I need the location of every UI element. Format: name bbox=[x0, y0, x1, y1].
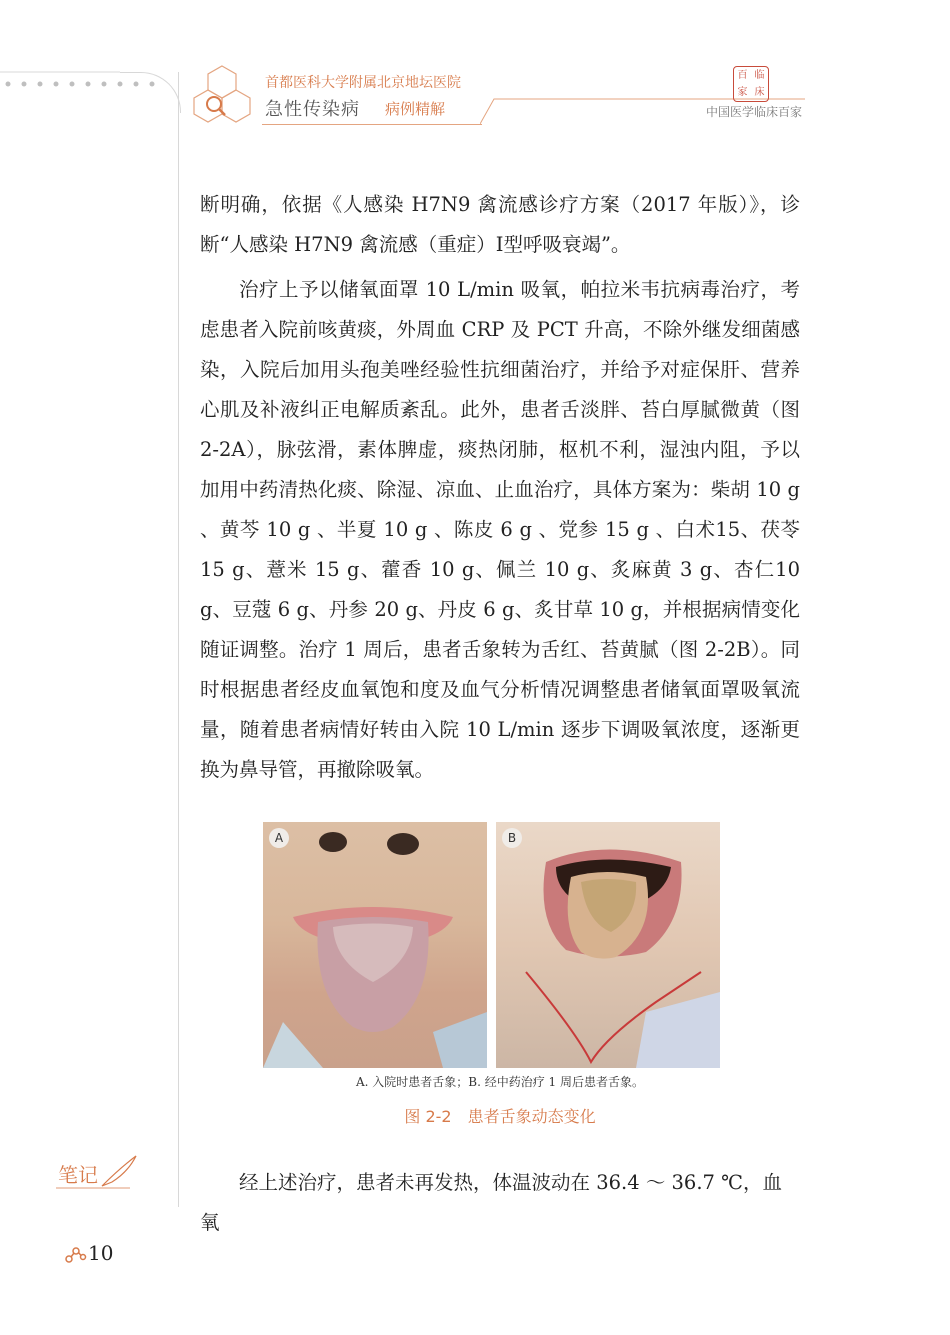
notes-quill-icon bbox=[50, 1150, 140, 1194]
header-book-subtitle: 病例精解 bbox=[385, 100, 446, 118]
header-hospital-name: 首都医科大学附属北京地坛医院 bbox=[265, 75, 461, 91]
notes-label: 笔记 bbox=[58, 1163, 98, 1187]
figure-title: 图 2-2 患者舌象动态变化 bbox=[404, 1107, 596, 1126]
tongue-photo-a bbox=[263, 822, 487, 1068]
series-seal-icon: 百 临 家 床 bbox=[733, 66, 769, 102]
margin-curve-decoration bbox=[120, 72, 181, 113]
paragraph: 治疗上予以储氧面罩 10 L/min 吸氧，帕拉米韦抗病毒治疗，考虑患者入院前咳黄痰，外周血 CRP 及 PCT 升高，不除外继发细菌感染，入院后加用头孢美唑经验性抗细菌治疗，并给予对症保肝、营养心肌及补液纠正电解质紊乱。此外，患者舌淡胖、苔白厚腻微黄（图 2-2A），脉弦滑，素体脾虚，痰热闭肺，枢机不利，湿浊内阻，予以加用中药清热化痰、除湿、凉血、止血治疗，具体方案为：柴胡 10 g 、黄芩 10 g 、半夏 10 g 、陈皮 6 g 、党参 15 g 、白术15、茯苓 15 g、薏米 15 g、藿香 10 g、佩兰 10 g、炙麻黄 3 g、杏仁10 g、豆蔻 6 g、丹参 20 g、丹皮 6 g、炙甘草 10 g，并根据病情变化随证调整。治疗 1 周后，患者舌象转为舌红、苔黄腻（图 2-2B）。同时根据患者经皮血氧饱和度及血气分析情况调整患者储氧面罩吸氧流量，随着患者病情好转由入院 10 L/min 逐步下调吸氧浓度，逐渐更换为鼻导管，再撤除吸氧。 bbox=[200, 278, 800, 781]
paragraph: 断明确，依据《人感染 H7N9 禽流感诊疗方案（2017 年版）》，诊断“人感染 H7N9 禽流感（重症）Ⅰ型呼吸衰竭”。 bbox=[200, 193, 800, 256]
page-number: 10 bbox=[88, 1241, 114, 1265]
body-text bbox=[200, 185, 800, 795]
molecule-icon bbox=[65, 1244, 87, 1264]
panel-label-b: B bbox=[502, 828, 522, 848]
paragraph: 经上述治疗，患者未再发热，体温波动在 36.4 ～ 36.7 ℃，血氧 bbox=[200, 1171, 782, 1234]
header-series-label: 中国医学临床百家 bbox=[706, 105, 803, 119]
margin-line-decoration bbox=[178, 72, 179, 1207]
panel-label-a: A bbox=[269, 828, 289, 848]
hexagon-logo-icon bbox=[192, 64, 252, 132]
figure-caption: A. 入院时患者舌象；B. 经中药治疗 1 周后患者舌象。 bbox=[355, 1075, 644, 1089]
header-rule bbox=[262, 124, 482, 125]
tongue-photo-b bbox=[496, 822, 720, 1068]
header-book-title: 急性传染病 bbox=[265, 99, 360, 120]
